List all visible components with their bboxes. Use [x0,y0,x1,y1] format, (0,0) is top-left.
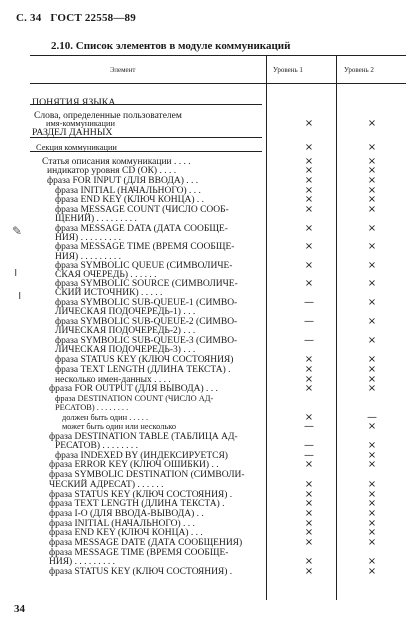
element-name: фраза STATUS KEY (КЛЮЧ СОСТОЯНИЯ) [55,355,234,365]
level1-mark: — [304,316,314,327]
element-name: НИЯ) . . . . . . . . . [55,233,121,243]
margin-mark: ı [14,265,18,279]
table-row [30,557,406,567]
element-name: фраза INDEXED BY (ИНДЕКСИРУЕТСЯ) [55,451,228,461]
element-name: фраза FOR INPUT (ДЛЯ ВВОДА) . . . [47,176,199,186]
table-row [30,384,406,394]
level1-mark: × [304,412,314,423]
element-name: фраза SYMBOLIC SOURCE (СИМВОЛИЧЕ- [55,279,238,289]
level2-mark: × [367,440,377,451]
page-header [16,12,142,24]
level1-mark: × [304,498,314,509]
element-name: фраза TEXT LENGTH (ДЛИНА ТЕКСТА) . [49,499,225,509]
element-name: фраза SYMBOLIC DESTINATION (СИМВОЛИ- [49,470,245,480]
element-name: фраза ERROR KEY (КЛЮЧ ОШИБКИ) . . [49,460,219,470]
element-name: НИЯ) . . . . . . . . . [49,557,115,567]
column-header-level2: Уровень 2 [344,66,374,74]
element-name: фраза MESSAGE DATE (ДАТА СООБЩЕНИЯ) [49,538,243,548]
level1-mark: × [304,383,314,394]
element-name: фраза TEXT LENGTH (ДЛИНА ТЕКСТА) . [55,365,231,375]
level1-mark: × [304,354,314,365]
table-row [30,509,406,519]
element-name: несколько имен-данных . . . . [55,375,171,385]
element-name: может быть один или несколько [62,422,177,431]
element-name: Слова, определенные пользователем [34,111,182,121]
level2-mark: × [367,566,377,577]
level1-mark: × [304,118,314,129]
table-row [30,288,406,298]
element-name: Статья описания коммуникации . . . . [42,157,191,167]
level2-mark: × [367,297,377,308]
level1-mark: × [304,204,314,215]
element-name: ЛИЧЕСКАЯ ПОДОЧЕРЕДЬ-2) . . . [55,326,196,336]
table-row [30,567,406,577]
element-name: фраза DESTINATION COUNT (ЧИСЛО АД- [55,394,214,403]
level1-mark: × [304,459,314,470]
table-row [30,528,406,538]
table-row [30,326,406,336]
level1-mark: × [304,364,314,375]
element-name: фраза STATUS KEY (КЛЮЧ СОСТОЯНИЯ) . [49,567,233,577]
level2-mark: × [367,165,377,176]
level1-mark: × [304,556,314,567]
level2-mark: × [367,335,377,346]
level1-mark: — [304,421,314,432]
table-row [30,307,406,317]
element-name: РЕСАТОВ) . . . . . . . . [55,403,129,412]
element-name: имя-коммуникации [46,119,115,128]
level2-mark: × [367,260,377,271]
level2-mark: × [367,508,377,519]
element-name: фраза END KEY (КЛЮЧ КОНЦА) . . . [49,528,203,538]
column-header-level1: Уровень 1 [273,66,303,74]
element-name: фраза MESSAGE COUNT (ЧИСЛО СООБ- [55,205,229,215]
element-name: фраза SYMBOLIC SUB-QUEUE-3 (СИМВО- [55,336,238,346]
table-row [30,345,406,355]
level2-mark: × [367,421,377,432]
level1-mark: — [304,440,314,451]
element-name: РЕСАТОВ) . . . . . . . . [55,441,139,451]
table-row [30,422,406,432]
element-name: ЛИЧЕСКАЯ ПОДОЧЕРЕДЬ-1) . . . [55,307,196,317]
level1-mark: — [304,297,314,308]
level1-mark: — [304,335,314,346]
level2-mark: × [367,175,377,186]
table-row [30,499,406,509]
element-name: фраза SYMBOLIC QUEUE (СИМВОЛИЧЕ- [55,261,233,271]
element-name: НИЯ) . . . . . . . . . [55,252,121,262]
margin-mark: ✎ [12,224,23,238]
level2-mark: × [367,194,377,205]
level1-mark: × [304,537,314,548]
level1-mark: × [304,527,314,538]
level2-mark: × [367,383,377,394]
table-row [30,441,406,451]
level2-mark: × [367,537,377,548]
element-name: фраза STATUS KEY (КЛЮЧ СОСТОЯНИЯ) . [49,490,233,500]
level1-mark: × [304,566,314,577]
element-name: фраза MESSAGE TIME (ВРЕМЯ СООБЩЕ- [55,242,235,252]
level2-mark: × [367,204,377,215]
level1-mark: × [304,508,314,519]
element-name: индикатор уровня CD (ОК) . . . . [47,166,177,176]
table-row [30,242,406,252]
element-name: фраза INITIAL (НАЧАЛЬНОГО) . . . [55,186,201,196]
level2-mark: × [367,459,377,470]
level1-mark: × [304,156,314,167]
element-name: фраза DESTINATION TABLE (ТАБЛИЦА АД- [49,432,238,442]
section-title: 2.10. Список элементов в модуле коммуникаций [51,40,291,52]
level2-mark: × [367,450,377,461]
level1-mark: × [304,194,314,205]
level2-mark: × [367,556,377,567]
level1-mark: × [304,260,314,271]
level2-mark: × [367,241,377,252]
element-name: ЩЕНИЙ) . . . . . . . . . [55,214,137,224]
level2-mark: × [367,354,377,365]
page-number: 34 [14,603,25,615]
level2-mark: — [367,412,377,423]
element-name: РАЗДЕЛ ДАННЫХ [32,127,113,138]
table-row [30,143,406,153]
table-top-border [30,55,406,56]
level2-mark: × [367,223,377,234]
level2-mark: × [367,518,377,529]
element-name: фраза END KEY (КЛЮЧ КОНЦА) . . [55,195,205,205]
level2-mark: × [367,142,377,153]
margin-mark: ı [18,288,22,302]
element-name: фраза I-O (ДЛЯ ВВОДА-ВЫВОДА) . . [49,509,204,519]
level2-mark: × [367,479,377,490]
element-name: ПОНЯТИЯ ЯЗЫКА [32,97,116,108]
level2-mark: × [367,156,377,167]
table-row [30,538,406,548]
standard-number: ГОСТ 22558—89 [50,12,136,24]
table-row [30,214,406,224]
level1-mark: × [304,185,314,196]
level1-mark: × [304,175,314,186]
level2-mark: × [367,489,377,500]
table-row [30,460,406,470]
table-row [30,480,406,490]
element-name: должен быть один . . . . . [62,413,149,422]
level2-mark: × [367,278,377,289]
element-name: Секция коммуникации [36,143,117,152]
table-row [30,128,406,138]
level1-mark: × [304,165,314,176]
table-header-border [30,83,406,84]
level1-mark: × [304,518,314,529]
level2-mark: × [367,374,377,385]
element-name: ЧЕСКИЙ АДРЕСАТ) . . . . . . [49,480,164,490]
level2-mark: × [367,498,377,509]
table-row [30,470,406,480]
table-row [30,98,406,108]
table-row [30,365,406,375]
level1-mark: × [304,489,314,500]
element-name: фраза MESSAGE TIME (ВРЕМЯ СООБЩЕ- [49,548,229,558]
element-name: ЛИЧЕСКАЯ ПОДОЧЕРЕДЬ-3) . . . [55,345,196,355]
level1-mark: × [304,223,314,234]
element-name: фраза FOR OUTPUT (ДЛЯ ВЫВОДА) . . . [49,384,218,394]
table-row [30,403,406,413]
level1-mark: × [304,374,314,385]
element-name: СКАЯ ОЧЕРЕДЬ) . . . . . . [55,270,157,280]
element-name: фраза INITIAL (НАЧАЛЬНОГО) . . . [49,519,195,529]
column-header-element: Элемент [110,66,136,74]
level2-mark: × [367,118,377,129]
element-name: фраза SYMBOLIC SUB-QUEUE-2 (СИМВО- [55,317,238,327]
table-row [30,355,406,365]
table-row [30,166,406,176]
level2-mark: × [367,316,377,327]
level1-mark: × [304,241,314,252]
element-name: фраза MESSAGE DATA (ДАТА СООБЩЕ- [55,224,228,234]
level2-mark: × [367,185,377,196]
table-row [30,176,406,186]
level2-mark: × [367,527,377,538]
table-row [30,195,406,205]
level2-mark: × [367,364,377,375]
page-label: С. 34 [16,12,42,24]
level1-mark: × [304,142,314,153]
level1-mark: — [304,450,314,461]
element-name: фраза SYMBOLIC SUB-QUEUE-1 (СИМВО- [55,298,238,308]
level1-mark: × [304,278,314,289]
element-name: СКИЙ ИСТОЧНИК) . . . . . [55,288,163,298]
level1-mark: × [304,479,314,490]
